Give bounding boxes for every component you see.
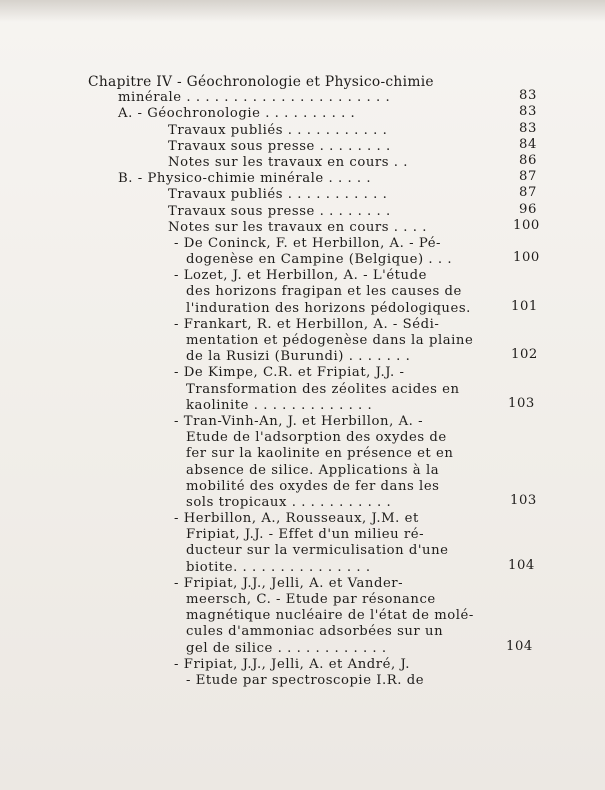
entry-line-text: dogenèse en Campine (Belgique) . . . — [186, 252, 453, 268]
section-a-item — [88, 136, 537, 155]
section-a-item-page: 86 — [519, 152, 537, 168]
section-a-item-page: 83 — [519, 120, 537, 136]
entry-line-text: kaolinite . . . . . . . . . . . . . — [186, 397, 373, 413]
entry-line — [88, 638, 533, 657]
entry-line-text: sols tropicaux . . . . . . . . . . . — [186, 494, 392, 510]
entry-page: 103 — [508, 395, 535, 411]
entry-line — [88, 492, 537, 511]
section-a-item — [88, 152, 537, 171]
section-b-item — [88, 201, 537, 220]
page-top-shadow — [0, 0, 605, 22]
section-a-heading — [88, 104, 537, 122]
entry-line: cules d'ammoniac adsorbées sur un — [186, 624, 444, 640]
entry-page: 100 — [513, 250, 540, 266]
entry-page: 104 — [506, 638, 533, 654]
section-a-heading-text: A. - Géochronologie . . . . . . . . . . — [118, 106, 356, 122]
section-b-heading — [88, 169, 537, 187]
entry-line: - Etude par spectroscopie I.R. de — [186, 672, 425, 688]
entry-page: 104 — [508, 557, 535, 573]
section-b-item — [88, 185, 537, 203]
chapter-title-text-2: minérale . . . . . . . . . . . . . . . . . . . . . . — [118, 90, 391, 106]
section-a-page: 83 — [519, 104, 537, 120]
entry-line: mobilité des oxydes de fer dans les — [186, 478, 440, 494]
entry-line: Fripiat, J.J. - Effet d'un milieu ré- — [186, 527, 425, 543]
entry-line: ducteur sur la vermiculisation d'une — [186, 543, 449, 559]
entry-line: fer sur la kaolinite en présence et en — [186, 446, 454, 462]
section-b-item-text: Travaux sous presse . . . . . . . . — [168, 203, 391, 219]
entry-line: - Fripiat, J.J., Jelli, A. et André, J. — [174, 656, 411, 672]
entry-line: - De Kimpe, C.R. et Fripiat, J.J. - — [174, 365, 405, 381]
section-a-item — [88, 120, 537, 139]
chapter-title-line-1: Chapitre IV - Géochronologie et Physico-chimie — [88, 74, 434, 90]
section-a-item-text: Travaux publiés . . . . . . . . . . . — [168, 122, 388, 138]
entry-line — [88, 250, 540, 268]
section-b-item — [88, 217, 540, 236]
section-a-item-text: Notes sur les travaux en cours . . — [168, 154, 409, 170]
entry-line: - Fripiat, J.J., Jelli, A. et Vander- — [174, 575, 404, 591]
entry-line: absence de silice. Applications à la — [186, 462, 440, 478]
entry-line: - De Coninck, F. et Herbillon, A. - Pé- — [174, 235, 442, 251]
section-b-item-text: Notes sur les travaux en cours . . . . — [168, 219, 427, 235]
entry-line — [88, 395, 535, 414]
entry-page: 103 — [510, 492, 537, 508]
entry-line: Etude de l'adsorption des oxydes de — [186, 430, 447, 446]
section-b-item-page: 87 — [519, 185, 537, 201]
table-of-contents — [88, 74, 540, 689]
section-a-item-text: Travaux sous presse . . . . . . . . — [168, 138, 391, 154]
chapter-title-line-2 — [88, 88, 537, 106]
entry-line: des horizons fragipan et les causes de — [186, 284, 462, 300]
entry-page: 101 — [511, 298, 538, 314]
section-a-item-page: 84 — [519, 136, 537, 152]
entry-line: - Tran-Vinh-An, J. et Herbillon, A. - — [174, 413, 424, 429]
section-b-item-page: 100 — [513, 217, 540, 233]
entry-line — [88, 298, 538, 317]
entry-line — [88, 557, 535, 576]
entry-line-text: biotite. . . . . . . . . . . . . . . — [186, 559, 371, 575]
entry-line-text: l'induration des horizons pédologiques. — [186, 300, 471, 316]
section-b-heading-text: B. - Physico-chimie minérale . . . . . — [118, 171, 372, 187]
entry-line: magnétique nucléaire de l'état de molé- — [186, 608, 474, 624]
section-b-page: 87 — [519, 169, 537, 185]
section-b-item-text: Travaux publiés . . . . . . . . . . . — [168, 187, 388, 203]
entry-line: Transformation des zéolites acides en — [186, 381, 460, 397]
entry-line: - Lozet, J. et Herbillon, A. - L'étude — [174, 268, 427, 284]
entry-line-text: gel de silice . . . . . . . . . . . . — [186, 640, 387, 656]
entry-line: meersch, C. - Etude par résonance — [186, 592, 436, 607]
chapter-page: 83 — [519, 88, 537, 104]
entry-line: - Herbillon, A., Rousseaux, J.M. et — [174, 511, 419, 527]
entry-line — [88, 347, 538, 365]
entry-line: - Frankart, R. et Herbillon, A. - Sédi- — [174, 316, 440, 332]
entry-line-text: de la Rusizi (Burundi) . . . . . . . — [186, 349, 411, 365]
entry-line: mentation et pédogenèse dans la plaine — [186, 333, 474, 348]
section-b-item-page: 96 — [519, 201, 537, 217]
entry-page: 102 — [511, 347, 538, 363]
